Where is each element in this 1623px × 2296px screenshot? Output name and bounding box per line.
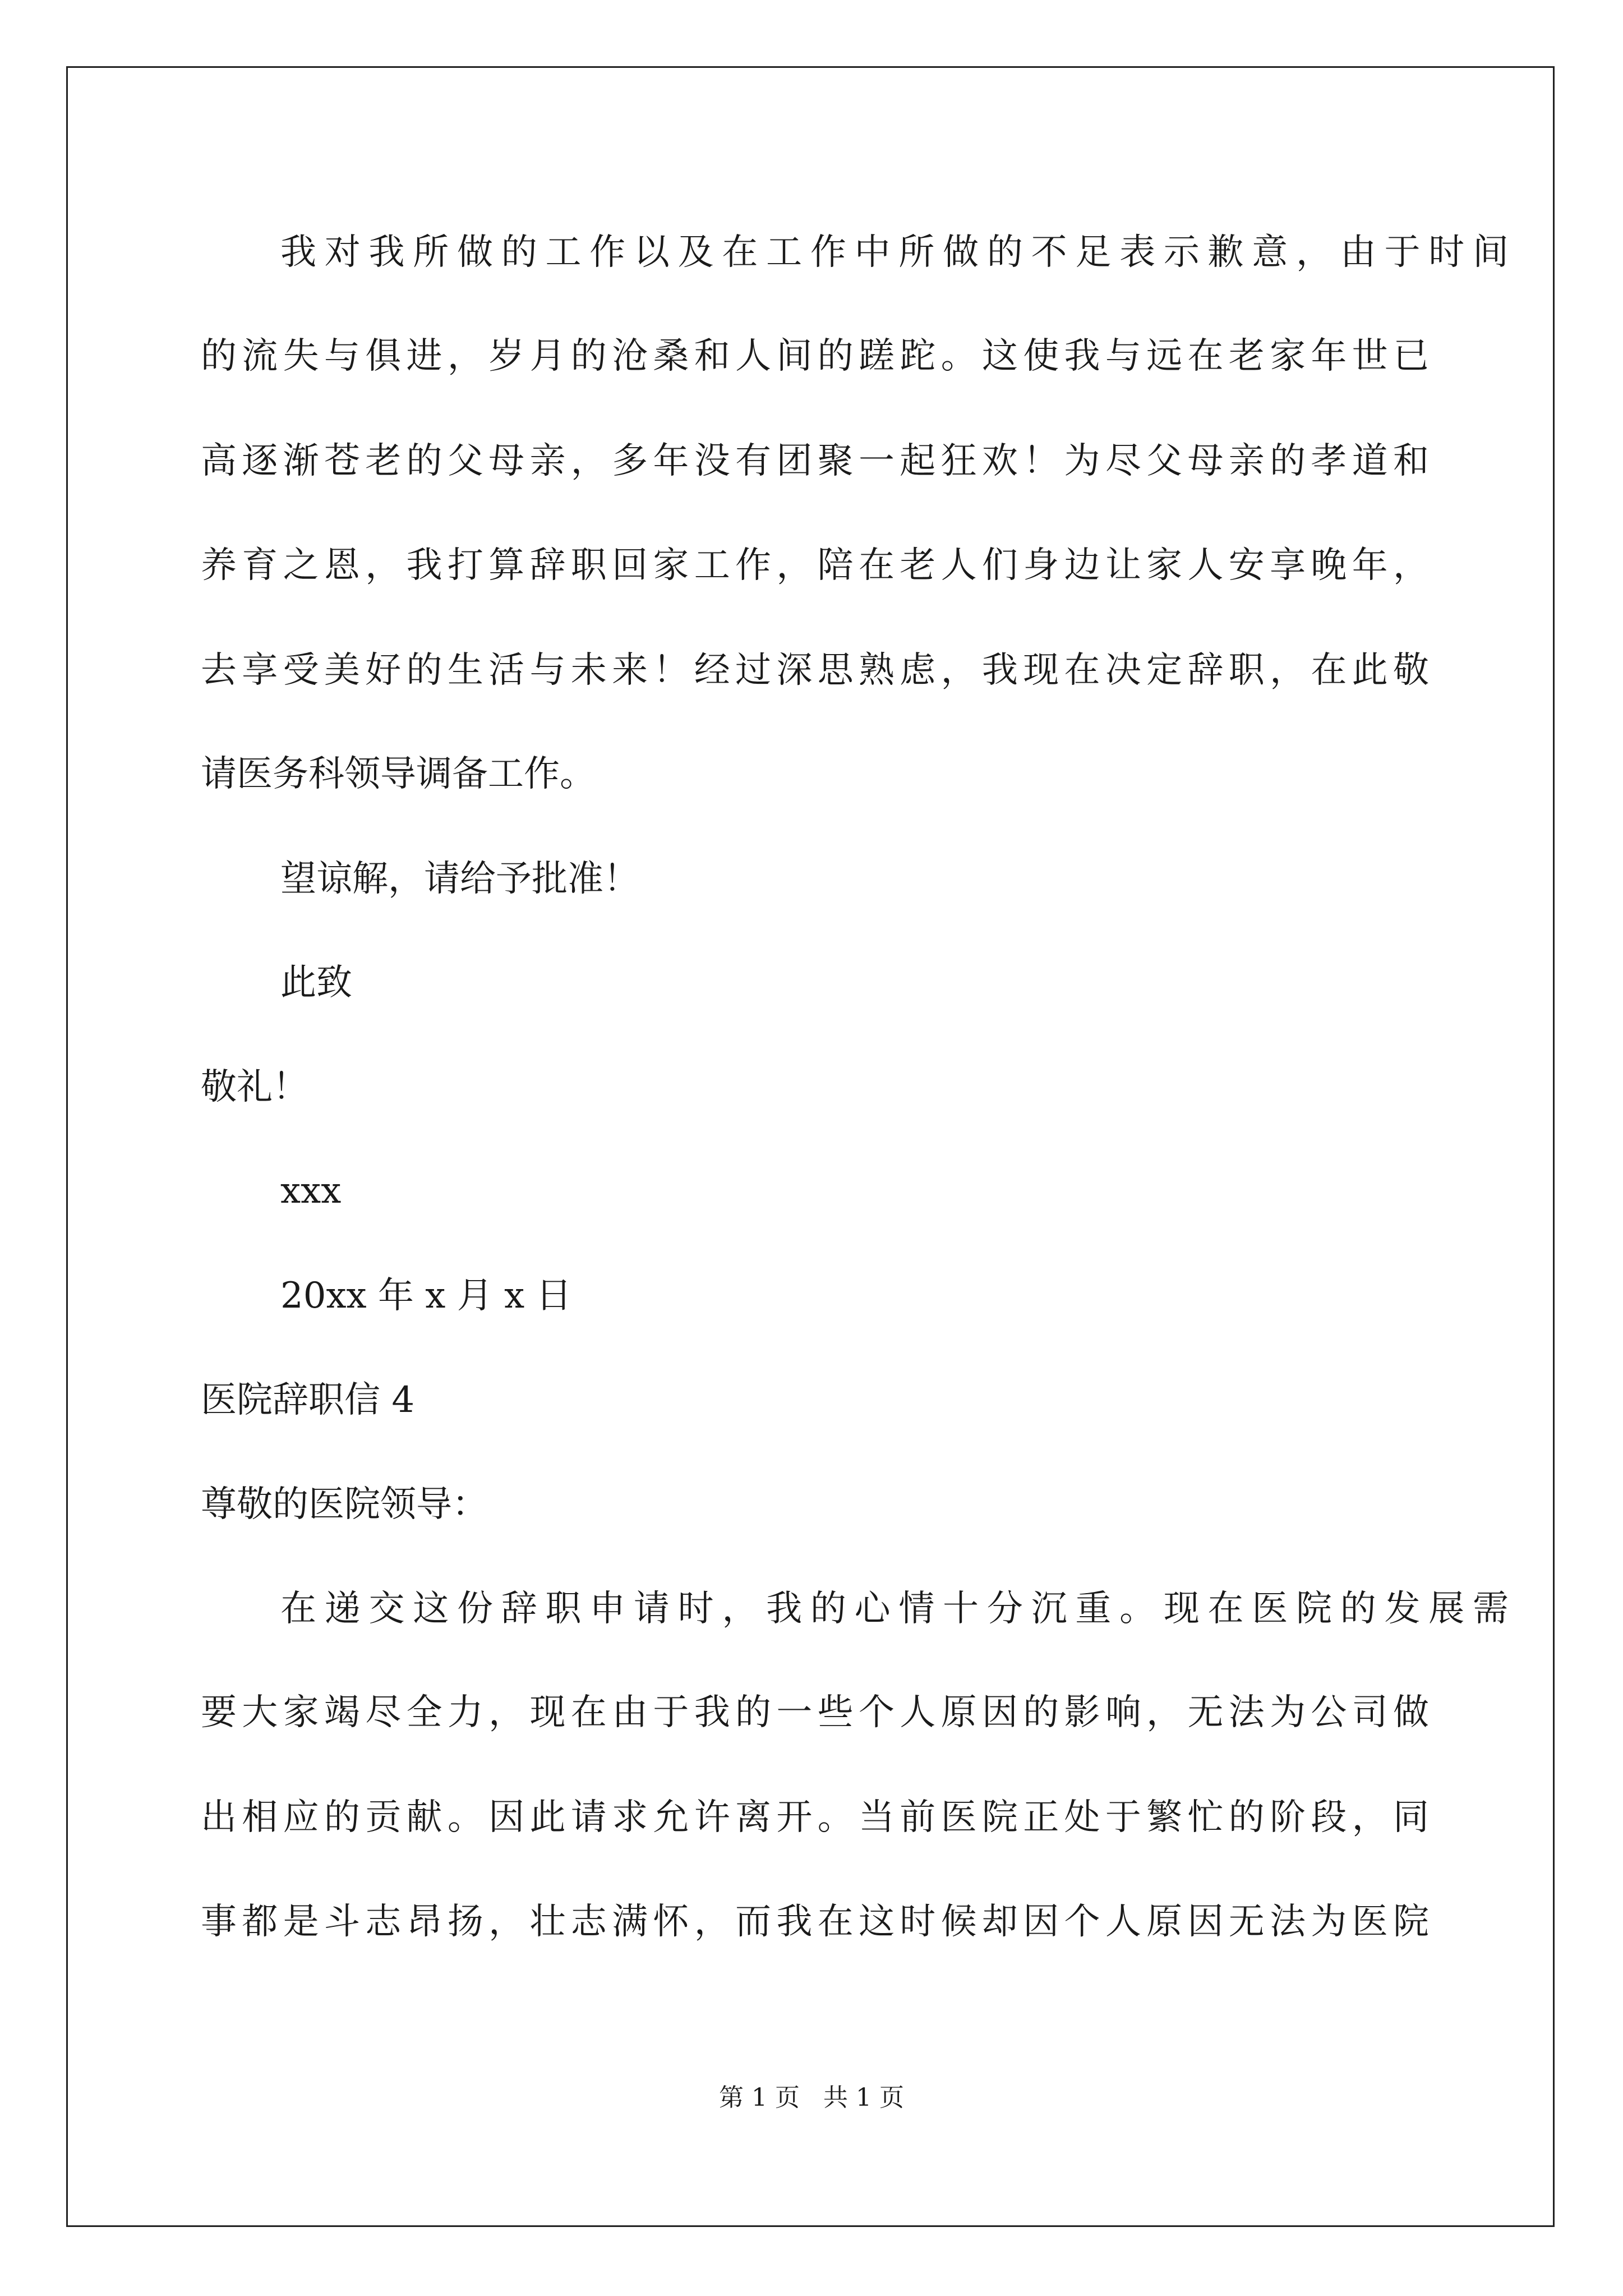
signature-name: xxx — [280, 1170, 342, 1212]
closing-request: 望谅解，请给予批准！ — [280, 858, 639, 900]
paragraph-line: 在递交这份辞职申请时，我的心情十分沉重。现在医院的发展需 — [280, 1588, 1509, 1630]
paragraph-line: 请医务科领导调备工作。 — [201, 753, 596, 795]
section-title: 医院辞职信 4 — [201, 1379, 415, 1421]
paragraph-line: 高逐渐苍老的父母亲，多年没有团聚一起狂欢！为尽父母亲的孝道和 — [201, 440, 1429, 482]
paragraph-line: 要大家竭尽全力，现在由于我的一些个人原因的影响，无法为公司做 — [201, 1692, 1429, 1733]
salutation-cizhi: 此致 — [280, 962, 352, 1004]
paragraph-line: 的流失与俱进，岁月的沧桑和人间的蹉跎。这使我与远在老家年世已 — [201, 335, 1429, 377]
signature-date: 20xx 年 x 月 x 日 — [280, 1275, 572, 1317]
paragraph-line: 出相应的贡献。因此请求允许离开。当前医院正处于繁忙的阶段，同 — [201, 1797, 1429, 1838]
paragraph-line: 事都是斗志昂扬，壮志满怀，而我在这时候却因个人原因无法为医院 — [201, 1901, 1429, 1943]
page-footer: 第 1 页 共 1 页 — [719, 2083, 904, 2112]
paragraph-line: 我对我所做的工作以及在工作中所做的不足表示歉意，由于时间 — [280, 232, 1509, 273]
paragraph-line: 去享受美好的生活与未来！经过深思熟虑，我现在决定辞职，在此敬 — [201, 650, 1429, 691]
letter-greeting: 尊敬的医院领导： — [201, 1484, 488, 1525]
paragraph-line: 养育之恩，我打算辞职回家工作，陪在老人们身边让家人安享晚年， — [201, 545, 1429, 586]
salutation-jingli: 敬礼！ — [201, 1066, 308, 1108]
